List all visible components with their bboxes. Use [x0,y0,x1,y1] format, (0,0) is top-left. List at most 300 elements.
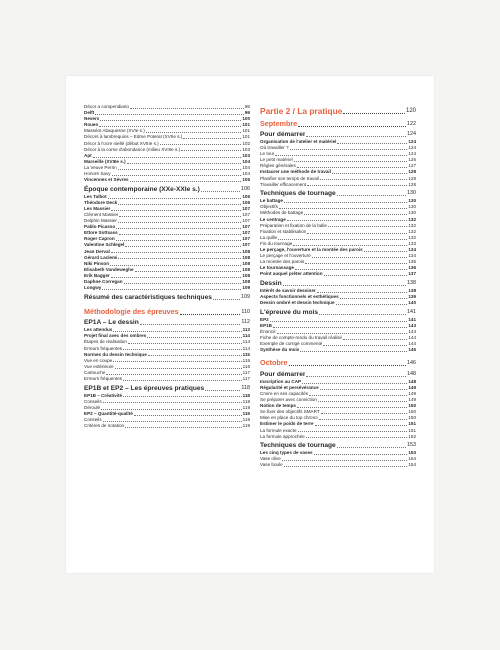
toc-entry-title: Niki Pinson [84,260,110,266]
toc-page-number: 134 [408,253,416,259]
toc-page-number: 144 [408,335,416,341]
toc-page-number: 138 [408,287,416,293]
dot-leader [116,240,242,241]
toc-entry-title: La formule approchée [260,433,305,439]
toc-entry-title: Mise en place du top chrono [260,415,318,421]
dot-leader [284,466,408,467]
toc-heading [260,441,416,450]
toc-entry-title: Notion de temps [260,403,296,409]
toc-page-number: 132 [408,234,416,240]
toc-page-number: 143 [408,322,416,328]
toc-page-number: 118 [242,398,250,404]
toc-page-number: 109 [241,293,250,300]
dot-leader [319,314,406,315]
toc-page-number: 132 [408,228,416,234]
toc-page-number: 112 [241,319,250,326]
dot-leader [343,339,407,340]
toc-entry-title: Delft [84,110,95,116]
toc-entry-title: Octobre [260,358,288,368]
toc-entry-title: Erreurs fréquentes [84,375,123,381]
toc-page-number: 118 [242,392,250,398]
dot-leader [116,228,241,229]
toc-entry-title: Techniques de tournage [260,190,336,198]
toc-entry-title: La Veuve Perrin [84,164,117,170]
toc-entry-title: Erreurs fréquentes [84,345,123,351]
dot-leader [287,220,408,221]
dot-leader [106,374,241,375]
dot-leader [275,155,407,156]
toc-page-number: 106 [241,185,250,192]
toc-page-number: 116 [242,363,250,369]
toc-page-number: 114 [242,339,250,345]
toc-entry-title: Fin du tournage [260,240,293,246]
dot-leader [111,252,242,253]
toc-entry-title: Marseille (XVIIIe s.) [84,158,126,164]
toc-page-number: 144 [408,341,416,347]
toc-entry-title: EP2 [260,316,269,322]
dot-leader [279,208,407,209]
toc-page-number: 151 [408,421,416,427]
dot-leader [307,233,407,234]
dot-leader [134,415,242,416]
toc-entry-title: Travailler efficacement [260,181,306,187]
toc-entry-title: Décor à la corne d'abondance (milieu XVIIIe s.) [84,146,181,152]
toc-page-number: 124 [408,145,416,151]
toc-entry-title: Techniques de tournage [260,442,336,450]
dot-leader [306,437,408,438]
toc-entry-title: EP1A – Le dessin [84,319,139,327]
toc-entry-title: Se fixer des objectifs SMART [260,409,320,415]
toc-page-number: 150 [408,415,416,421]
toc-page-number: 106 [242,199,250,205]
toc-page-number: 108 [242,254,250,260]
dot-leader [314,454,408,455]
toc-page-number: 114 [242,333,250,339]
toc-page-number: 126 [408,157,416,163]
dot-leader [324,275,408,276]
toc-entry-title: Jean Derval [84,248,110,254]
toc-page-number: 108 [242,266,250,272]
dot-leader [130,181,242,182]
dot-leader [283,285,406,286]
toc-page-number: 119 [242,416,250,422]
dot-leader [123,380,242,381]
toc-entry-title: Exemple de corrigé commenté [260,341,323,347]
toc-entry [84,376,250,382]
toc-page-number: 113 [242,327,250,333]
dot-leader [309,395,407,396]
toc-page-number: 109 [242,285,250,291]
dot-leader [328,226,407,227]
toc-page-number: 124 [407,131,416,137]
toc-entry-title: Erik Bagger [84,272,110,278]
dot-leader [317,292,408,293]
dot-leader [100,120,241,121]
toc-page-number: 120 [405,107,416,114]
toc-page-number: 107 [242,242,250,248]
toc-page-number: 119 [242,404,250,410]
dot-leader [306,136,406,137]
dot-leader [307,185,407,186]
toc-entry [84,423,250,429]
toc-heading [84,318,250,327]
dot-leader [103,402,242,403]
toc-page-number: 148 [408,378,416,384]
dot-leader [183,138,241,139]
toc-page-number: 107 [242,212,250,217]
toc-entry-title: Vase olive [260,456,281,462]
toc-page-number: 130 [408,204,416,210]
toc-entry-title: Dessin ombré et dessin technique [260,300,335,306]
toc-page-number: 101 [242,134,250,140]
dot-leader [305,263,407,264]
toc-entry-title: EP1B et EP2 – Les épreuves pratiques [84,384,205,392]
toc-heading [260,130,416,139]
toc-page-number: 128 [408,181,416,187]
dot-leader [205,390,240,391]
toc-entry-title: La formule exacte [260,427,297,433]
toc-page-number: 118 [241,384,250,391]
dot-leader [289,365,406,366]
dot-leader [148,355,242,356]
dot-leader [180,314,241,315]
dot-leader [119,216,241,217]
dot-leader [273,327,407,328]
toc-page-number: 108 [242,260,250,266]
toc-page-number: 151 [408,427,416,433]
dot-leader [130,108,244,109]
dot-leader [282,460,407,461]
dot-leader [95,114,244,115]
toc-entry-title: Le petit matériel [260,157,293,163]
toc-page-number: 139 [408,294,416,300]
dot-leader [319,419,408,420]
toc-column-right [260,104,416,469]
dot-leader [201,191,240,192]
toc-column-left [84,104,250,429]
toc-page-number: 107 [242,230,250,236]
dot-leader [213,299,240,300]
toc-entry-title: Elisabeth Vandeweghe [84,266,134,272]
dot-leader [125,246,241,247]
toc-entry-title: Objectifs [260,204,278,210]
toc-page-number: 107 [242,218,250,224]
toc-page-number: 149 [408,384,416,390]
dot-leader [295,269,407,270]
toc-entry-title: Préparation et fixation de la balle [260,222,327,228]
toc-entry-title: Masséot Abaquesne (XVIe s.) [84,128,145,134]
toc-page-number: 117 [242,375,250,381]
toc-page-number: 110 [241,308,250,315]
toc-entry-title: Roger Capron [84,236,115,242]
dot-leader [113,361,241,362]
toc-entry-title: Vase boule [260,462,283,468]
toc-page-number: 130 [407,190,416,197]
toc-entry-title: Le perçage, l'ouverture et la montée des parois [260,247,363,252]
toc-page-number: 108 [242,279,250,285]
toc-entry-title: Organisation de l'atelier et matériel [260,139,337,144]
toc-heading [260,106,416,117]
book-page [66,76,434,573]
toc-entry-title: Règles générales [260,163,296,169]
toc-page-number: 107 [242,224,250,230]
toc-entry-title: Vincennes et Sèvres [84,177,129,183]
toc-page-number: 152 [408,433,416,439]
toc-page-number: 104 [242,171,250,177]
dot-leader [293,245,407,246]
toc-entry-title: Où travailler ? [260,145,289,151]
toc-page-number: 108 [242,272,250,278]
toc-entry-title: EP1B [260,322,273,328]
toc-entry-title: Normes du dessin technique [84,351,147,357]
toc-page-number: 119 [242,410,250,416]
dot-leader [93,157,242,158]
toc-entry-title: Planifier son temps de travail [260,175,319,181]
dot-leader [290,149,408,150]
toc-heading [260,370,416,379]
dot-leader [112,175,242,176]
toc-page-number: 150 [408,403,416,409]
toc-page-number: 128 [408,169,416,175]
toc-page-number: 134 [408,247,416,252]
toc-page-number: 99 [244,110,250,116]
toc-entry-title: Vue extérieure [84,363,114,369]
toc-page-number: 107 [242,205,250,211]
toc-page-number: 136 [408,265,416,271]
toc-entry-title: Projet final avec des ombres [84,333,147,339]
dot-leader [318,401,407,402]
toc-spacer [84,302,250,305]
toc-entry-title: Dessin [260,279,282,287]
dot-leader [140,324,241,325]
toc-page-number: 105 [242,177,250,183]
dot-leader [300,351,407,352]
dot-leader [125,427,242,428]
toc-entry-title: Étapes de réalisation [84,339,127,345]
toc-page-number: 106 [242,193,250,199]
dot-leader [146,132,242,133]
toc-entry-title: Pour démarrer [260,370,306,378]
toc-entry-title: Gérard Laclemi [84,254,118,260]
toc-entry-title: Nevers [84,116,100,122]
toc-entry-title: Apt [84,152,92,158]
toc-heading [260,308,416,317]
toc-page-number: 124 [408,139,416,144]
toc-page-number: 153 [408,450,416,456]
dot-leader [278,239,407,240]
toc-page-number: 103 [242,152,250,158]
toc-entry-title: Fiche de compte-rendu du travail réalisé [260,335,342,341]
toc-entry-title: Clément Massier [84,212,119,217]
dot-leader [111,210,241,211]
toc-page-number: 137 [408,271,416,277]
toc-entry-title: Conseils [84,398,102,404]
toc-page-number: 141 [408,316,416,322]
toc-entry-title: Époque contemporaine (XXe-XXIe s.) [84,185,200,193]
dot-leader [336,304,408,305]
toc-page-number: 119 [242,423,250,429]
toc-entry-title: Le battage [260,198,283,204]
toc-page-number: 133 [408,240,416,246]
dot-leader [110,265,241,266]
dot-leader [364,251,408,252]
toc-page-number: 107 [242,236,250,242]
toc-entry-title: Régularité et persévérance [260,384,319,390]
toc-entry [260,182,416,188]
toc-entry-title: Partie 2 / La pratique [260,105,343,116]
toc-page-number: 143 [408,328,416,334]
toc-entry-title: Honoré Savy [84,171,111,177]
dot-leader [306,376,406,377]
toc-page-number: 132 [408,222,416,228]
toc-entry-title: Les Massier [84,205,111,211]
toc-entry-title: Intérêt de savoir dessiner [260,287,316,293]
toc-entry-title: Inscription au CAP [260,378,302,384]
toc-page-number: 127 [408,163,416,169]
dot-leader [332,173,407,174]
dot-leader [297,407,407,408]
toc-entry-title: Résumé des caractéristiques techniques [84,293,212,301]
toc-entry [260,271,416,277]
toc-entry-title: Décor a compendiario [84,104,129,109]
toc-entry-title: Instaurer une méthode de travail [260,169,331,175]
toc-entry-title: Les Talbot [84,193,107,199]
toc-entry [260,434,416,440]
toc-entry-title: Méthodes de battage [260,210,304,216]
toc-page-number: 145 [408,347,416,353]
dot-leader [113,331,241,332]
toc-heading [84,185,250,194]
dot-leader [323,345,407,346]
dot-leader [181,150,241,151]
toc-page-number: 135 [408,259,416,265]
dot-leader [101,409,242,410]
toc-page-number: 146 [407,360,416,367]
toc-page-number: 108 [242,248,250,254]
toc-page-number: 114 [242,345,250,351]
toc-page-number: 104 [242,164,250,170]
toc-entry-title: Décors à lambrequins – Edme Poterat (XVIIe s.) [84,134,183,140]
toc-page-number: 141 [407,308,416,315]
toc-entry-title: Décor à l'ocre niellé (début XVIIIe s.) [84,140,159,146]
toc-entry-title: Pablo Picasso [84,224,116,230]
toc-entry-title: Les attendus [84,327,113,333]
dot-leader [118,222,241,223]
toc-entry-title: Le perçage et l'ouverture [260,253,311,259]
dot-leader [115,368,242,369]
toc-heading [260,358,416,368]
toc-entry-title: Delphin Massier [84,218,117,224]
dot-leader [127,163,242,164]
toc-entry-title: Pour démarrer [260,131,306,138]
dot-leader [284,202,407,203]
toc-entry-title: Se préparer avec conviction [260,397,317,403]
dot-leader [315,425,408,426]
toc-page-number: 154 [408,456,416,462]
toc-page-number: 130 [408,210,416,216]
toc-page-number: 124 [408,151,416,157]
toc-entry-title: Longwy [84,285,102,291]
toc-page-number: 128 [408,175,416,181]
toc-entry-title: L'épreuve du mois [260,308,318,316]
toc-page-number: 138 [407,279,416,286]
dot-leader [102,289,241,290]
toc-entry-title: Méthodologie des épreuves [84,306,179,316]
toc-heading [260,119,416,129]
toc-page-number: 122 [407,120,416,127]
toc-entry-title: La quille [260,234,278,240]
toc-page-number: 100 [242,116,250,122]
toc-entry-title: Le centrage [260,216,286,222]
toc-page-number: 148 [407,370,416,377]
dot-leader [118,204,241,205]
toc-page-number: 102 [242,140,250,146]
toc-page-number: 149 [408,391,416,396]
toc-entry-title: Daphne Corregan [84,279,123,285]
toc-entry-title: Cartouche [84,369,106,375]
dot-leader [320,179,407,180]
toc-page-number: 104 [242,158,250,164]
toc-page-number: 132 [408,216,416,222]
toc-spacer [260,353,416,356]
toc-entry [260,300,416,306]
dot-leader [123,349,242,350]
toc-page-number: 101 [242,122,250,128]
toc-entry-title: Fixation et stabilisation [260,228,307,234]
dot-leader [128,343,242,344]
dot-leader [343,113,405,114]
toc-entry-title: Le tournassage [260,265,294,271]
dot-leader [297,167,408,168]
toc-entry-title: Ettore Sottsass [84,230,118,236]
dot-leader [337,143,407,144]
toc-page-number: 153 [407,442,416,449]
dot-leader [118,258,241,259]
toc-entry-title: EP1B – Créativité [84,392,123,398]
toc-heading [260,189,416,198]
toc-page-number: 150 [408,409,416,415]
toc-heading [260,279,416,288]
toc-entry-title: Énoncé [260,328,276,334]
dot-leader [119,234,242,235]
toc-entry-title: EP2 – Quantité-qualité [84,410,133,416]
dot-leader [147,337,241,338]
dot-leader [108,198,242,199]
toc-page-number: 149 [408,397,416,403]
toc-entry-title: Point auquel prêter attention [260,271,323,277]
toc-entry-title: Rouen [84,122,99,128]
toc-page-number: 154 [408,462,416,468]
dot-leader [320,389,408,390]
dot-leader [135,271,242,272]
dot-leader [321,413,408,414]
dot-leader [123,396,242,397]
toc-entry [260,462,416,468]
dot-leader [298,126,406,127]
dot-leader [302,383,407,384]
dot-leader [298,431,408,432]
toc-heading [84,293,250,302]
toc-page-number: 130 [408,198,416,204]
dot-leader [340,298,408,299]
toc-page-number: 115 [242,351,250,357]
toc-page-number: 101 [242,128,250,134]
toc-entry-title: La montée des parois [260,259,305,265]
toc-page-number: 115 [242,357,250,363]
toc-entry-title: Estimer le poids de terre [260,421,314,427]
dot-leader [118,169,242,170]
dot-leader [270,321,408,322]
